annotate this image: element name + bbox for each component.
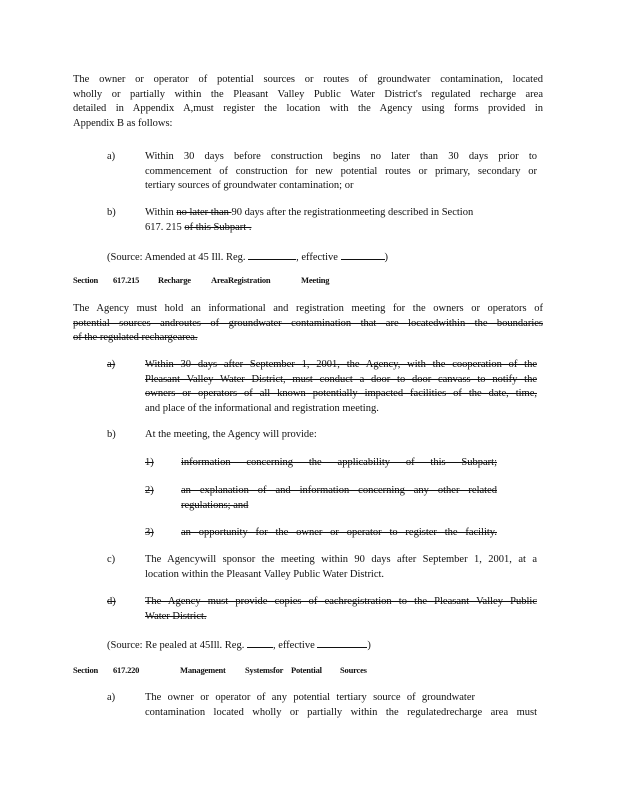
item-text: At the meeting, the Agency will provide: <box>145 429 317 440</box>
item-line <box>145 206 537 221</box>
list-item-a <box>107 691 547 721</box>
deleted-line: an opportunity for the owner or operator to register the facility. <box>181 527 497 538</box>
deleted-line: information concerning the applicability of this Subpart; <box>181 457 497 468</box>
sub-item-label: 3) <box>145 527 154 538</box>
list-item-a <box>107 150 547 194</box>
intro-line: Appendix B as follows: <box>73 117 173 129</box>
section-heading-220 <box>73 665 543 677</box>
item-line: The Agencywill sponsor the meeting within 90 days after September 1, 2001, at a <box>145 554 537 565</box>
section-title-word: Sources <box>340 665 367 675</box>
blank-field <box>248 249 296 260</box>
sub-item-3 <box>145 526 505 542</box>
section-title-word: Recharge <box>158 275 191 285</box>
item-text-part: 90 days after the registrationmeeting described in Section <box>231 207 474 218</box>
item-text <box>145 595 537 624</box>
sub-item-text <box>181 484 497 513</box>
item-label: a) <box>107 359 116 370</box>
section-title-word: for <box>273 665 284 675</box>
list-item-b <box>107 428 547 444</box>
item-line: commencement of construction for new potential routes or primary, secondary or <box>145 165 537 177</box>
section-title-word: Potential <box>291 665 322 675</box>
section-label: Section <box>73 275 99 285</box>
item-text <box>145 553 537 582</box>
item-text-part: 617. 215 <box>145 221 185 233</box>
section-215-paragraph <box>73 302 543 346</box>
item-text <box>145 206 537 235</box>
section-number: 617.220 <box>113 665 140 675</box>
item-label: a) <box>107 692 116 703</box>
intro-line: detailed in Appendix A,must register the location with the Agency using forms provided in <box>73 103 543 114</box>
section-title-word: Management <box>180 665 226 675</box>
source-mid: , effective <box>272 640 315 651</box>
blank-field <box>247 637 273 648</box>
item-label: d) <box>107 596 116 607</box>
deleted-line: Pleasant Valley Water District, must conduct a door to door canvass to notify the <box>145 373 537 385</box>
item-text <box>145 691 537 720</box>
item-label: c) <box>107 554 116 565</box>
deleted-line: Water District. <box>145 610 207 622</box>
item-line: The owner or operator of any potential tertiary source of groundwater <box>145 692 475 703</box>
section-heading-215 <box>73 275 543 287</box>
sub-item-1 <box>145 456 505 472</box>
list-item-b <box>107 206 547 236</box>
item-line: contamination located wholly or partially within the regulatedrecharge area must <box>145 706 537 718</box>
intro-line: The owner or operator of potential sources or routes of groundwater contamination, located <box>73 74 543 85</box>
item-label: b) <box>107 429 116 440</box>
deleted-line: The Agency must provide copies of eachregistration to the Pleasant Valley Public <box>145 596 537 607</box>
item-label: b) <box>107 207 116 218</box>
deleted-line: owners or operators of all known potentially impacted facilities of the date, time, <box>145 388 537 399</box>
item-text <box>145 358 537 416</box>
source-note-repealed <box>107 637 371 654</box>
deleted-line: regulations; and <box>181 499 249 511</box>
section-title-word: AreaRegistration <box>211 275 271 285</box>
section-number: 617.215 <box>113 275 140 285</box>
item-line: Within 30 days before construction begins no later than 30 days prior to <box>145 151 537 162</box>
deleted-line: potential sources androutes of groundwater contamination that are locatedwithin the boundaries <box>73 317 543 329</box>
item-line: tertiary sources of groundwater contamination; or <box>145 180 354 191</box>
source-mid: , effective <box>296 252 338 263</box>
para-line: The Agency must hold an informational and registration meeting for the owners or operators of <box>73 303 543 314</box>
source-suffix: ) <box>367 640 371 651</box>
deleted-line: an explanation of and information concerning any other related <box>181 485 497 496</box>
sub-item-label: 2) <box>145 485 154 496</box>
source-prefix: (Source: Amended at 45 Ill. Reg. <box>107 252 246 263</box>
sub-item-label: 1) <box>145 457 154 468</box>
deleted-line: Within 30 days after September 1, 2001, the Agency, with the cooperation of the <box>145 359 537 370</box>
section-title-word: Meeting <box>301 275 330 285</box>
item-text <box>145 150 537 194</box>
source-prefix: (Source: Re pealed at 45Ill. Reg. <box>107 640 245 651</box>
item-line <box>145 221 537 236</box>
deleted-text: of this Subpart . <box>184 221 252 233</box>
item-line: location within the Pleasant Valley Public Water District. <box>145 568 385 580</box>
sub-item-2 <box>145 484 505 514</box>
intro-line: wholly or partially within the Pleasant Valley Public Water District's regulated recharge area <box>73 88 543 100</box>
item-label: a) <box>107 151 116 162</box>
source-note-amended <box>107 249 388 266</box>
blank-field <box>317 637 367 648</box>
deleted-text: no later than <box>176 207 232 218</box>
deleted-line: of the regulated rechargearea. <box>73 332 198 343</box>
section-label: Section <box>73 665 99 675</box>
intro-paragraph <box>73 73 543 131</box>
list-item-d-deleted <box>107 595 547 625</box>
list-item-c <box>107 553 547 583</box>
item-text-part: Within <box>145 207 177 218</box>
source-suffix: ) <box>384 252 389 263</box>
item-line: and place of the informational and registration meeting. <box>145 402 379 414</box>
list-item-a-deleted <box>107 358 547 416</box>
blank-field <box>341 249 385 260</box>
section-title-word: Systems <box>245 665 273 675</box>
